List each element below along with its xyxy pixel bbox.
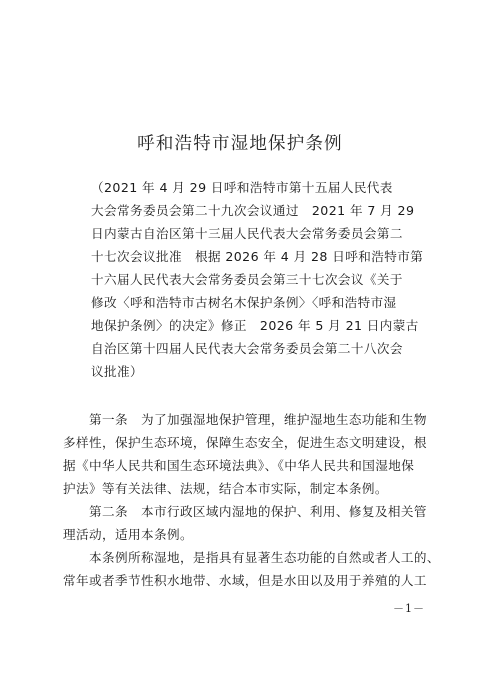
- body-line: 据《中华人民共和国生态环境法典》、《中华人民共和国湿地保: [63, 458, 415, 473]
- preamble-line: 十七次会议批准 根据 2026 年 4 月 28 日呼和浩特市第: [91, 249, 424, 264]
- body-line: 第一条 为了加强湿地保护管理，维护湿地生态功能和生物: [63, 412, 427, 427]
- preamble-line: （2021 年 4 月 29 日呼和浩特市第十五届人民代表: [91, 180, 393, 195]
- preamble-line: 修改〈呼和浩特市古树名木保护条例〉〈呼和浩特市湿: [91, 295, 397, 310]
- preamble-line: 日内蒙古自治区第十三届人民代表大会常务委员会第二: [91, 226, 403, 241]
- page-number: －1－: [393, 602, 425, 615]
- preamble-line: 议批准）: [91, 364, 143, 379]
- body-line: 常年或者季节性积水地带、水域，但是水田以及用于养殖的人工: [63, 573, 427, 588]
- body-line: 理活动，适用本条例。: [63, 527, 193, 542]
- body-line: 多样性，保护生态环境，保障生态安全，促进生态文明建设，根: [63, 435, 427, 450]
- body-line: 护法》等有关法律、法规，结合本市实际，制定本条例。: [63, 481, 388, 496]
- body-line: 本条例所称湿地，是指具有显著生态功能的自然或者人工的、: [63, 550, 440, 565]
- body-line: 第二条 本市行政区域内湿地的保护、利用、修复及相关管: [63, 504, 427, 519]
- preamble: [91, 176, 424, 383]
- preamble-line: 自治区第十四届人民代表大会常务委员会第二十八次会: [91, 341, 403, 356]
- document-title: 呼和浩特市湿地保护条例: [137, 134, 343, 154]
- preamble-line: 十六届人民代表大会常务委员会第三十七次会议《关于: [91, 272, 403, 287]
- preamble-line: 地保护条例〉的决定》修正 2026 年 5 月 21 日内蒙古: [91, 318, 419, 333]
- preamble-line: 大会常务委员会第二十九次会议通过 2021 年 7 月 29: [91, 203, 415, 218]
- document-body: [63, 408, 440, 592]
